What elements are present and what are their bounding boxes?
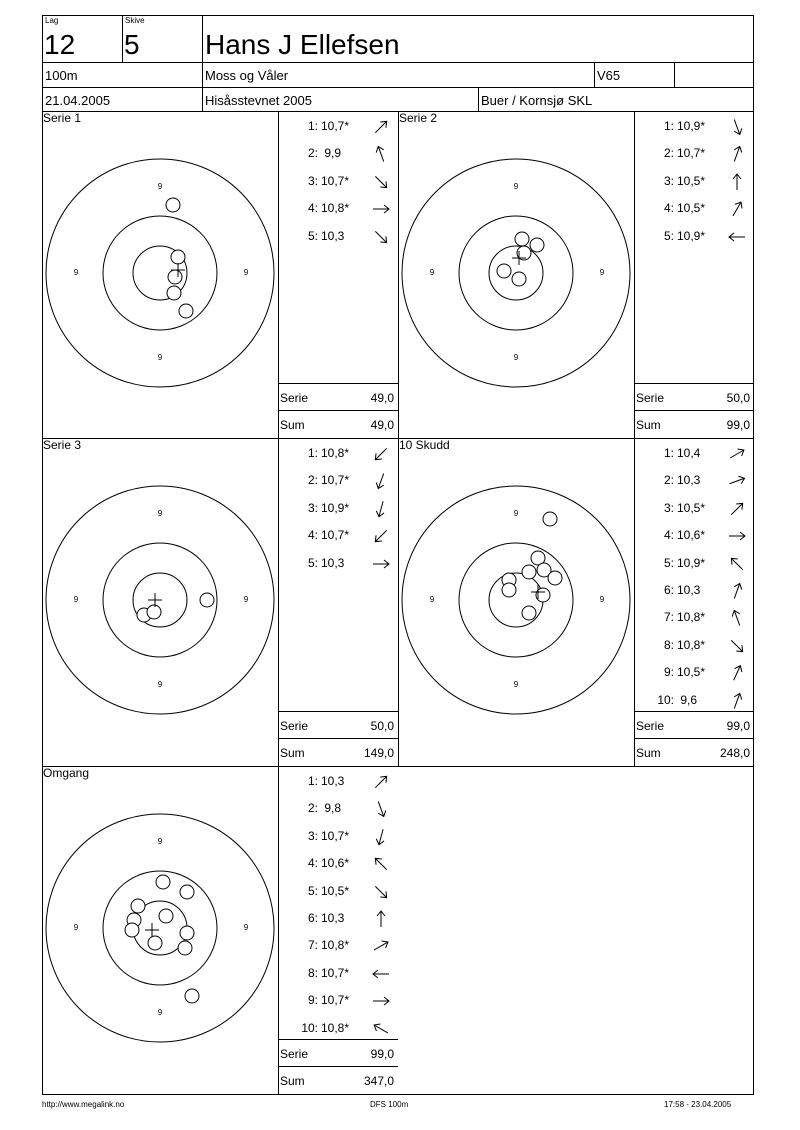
ring-number-label: 9 — [73, 268, 79, 277]
serie-label: Serie — [280, 391, 309, 405]
ring-number-label: 9 — [429, 595, 435, 604]
shot-score: 10,3 — [321, 555, 345, 570]
direction-arrow-icon — [371, 117, 391, 137]
shot-hole — [200, 593, 214, 607]
shot-hole — [131, 899, 145, 913]
target-diagram — [396, 480, 636, 720]
shot-hole — [502, 583, 516, 597]
sum-value: 99,0 — [726, 418, 750, 432]
shot-number: 1: — [663, 446, 674, 460]
direction-arrow-icon — [727, 554, 747, 574]
direction-arrow-icon — [727, 691, 747, 711]
ring-number-label: 9 — [243, 268, 249, 277]
direction-arrow-icon — [371, 799, 391, 819]
direction-arrow-icon — [371, 964, 391, 984]
shot-score: 10,7* — [321, 473, 350, 488]
shot-hole — [180, 885, 194, 899]
shot-score: 9,8 — [321, 801, 342, 816]
shot-number: 1: — [307, 774, 318, 788]
shot-number: 5: — [307, 228, 318, 243]
direction-arrow-icon — [371, 936, 391, 956]
shot-hole — [180, 926, 194, 940]
panel-title: Omgang — [43, 766, 90, 780]
shot-number: 7: — [307, 938, 318, 953]
shot-number: 3: — [307, 500, 318, 515]
group-center-mark — [145, 923, 159, 937]
shot-score: 10,5* — [321, 883, 350, 898]
shot-number: 10: — [301, 1020, 318, 1035]
serie-value: 50,0 — [726, 391, 750, 405]
shot-number: 2: — [307, 801, 318, 816]
serie-value: 50,0 — [370, 719, 394, 733]
shot-score: 10,6* — [321, 856, 350, 871]
direction-arrow-icon — [727, 227, 747, 247]
shot-number: 2: — [663, 146, 674, 161]
shot-score: 10,9* — [321, 500, 350, 515]
target-diagram — [40, 808, 280, 1048]
lag-value: 12 — [44, 29, 76, 60]
shot-number: 4: — [663, 528, 674, 543]
shot-row — [278, 446, 398, 462]
shot-row — [634, 119, 754, 135]
ring-number-label: 9 — [513, 182, 519, 191]
footer-center: DFS 100m — [370, 1100, 409, 1109]
ring-number-label: 9 — [243, 923, 249, 932]
ring-number-label: 9 — [157, 353, 163, 362]
target-diagram — [396, 153, 636, 393]
shot-score: 9,6 — [677, 692, 698, 707]
footer-timestamp: 17:58 - 23.04.2005 — [664, 1100, 732, 1109]
shot-number: 6: — [663, 583, 674, 597]
direction-arrow-icon — [371, 444, 391, 464]
shot-row — [278, 1021, 398, 1037]
shot-row — [278, 966, 398, 982]
direction-arrow-icon — [727, 172, 747, 192]
shooter-name: Hans J Ellefsen — [205, 29, 400, 60]
shot-number: 5: — [307, 555, 318, 570]
shot-row — [634, 473, 754, 489]
shot-number: 4: — [307, 528, 318, 543]
shot-row — [634, 146, 754, 162]
shot-row — [278, 938, 398, 954]
target-diagram — [40, 480, 280, 720]
direction-arrow-icon — [371, 827, 391, 847]
shot-hole — [515, 232, 529, 246]
ring-number-label: 9 — [513, 509, 519, 518]
serie-value: 99,0 — [370, 1047, 394, 1061]
shot-score: 10,3 — [677, 583, 701, 597]
shot-hole — [156, 875, 170, 889]
shot-score: 10,3 — [321, 774, 345, 788]
direction-arrow-icon — [371, 526, 391, 546]
direction-arrow-icon — [371, 499, 391, 519]
serie-label: Serie — [636, 391, 665, 405]
shot-score: 10,7* — [321, 173, 350, 188]
shot-number: 2: — [307, 146, 318, 161]
shot-number: 5: — [307, 883, 318, 898]
lag-label: Lag — [45, 16, 59, 25]
sum-value: 149,0 — [363, 746, 394, 760]
shot-number: 9: — [663, 665, 674, 680]
shot-row — [278, 473, 398, 489]
serie-value: 99,0 — [726, 719, 750, 733]
shot-score: 10,7* — [321, 965, 350, 980]
panel-title: Serie 3 — [43, 438, 82, 452]
shot-hole — [530, 238, 544, 252]
sum-label: Sum — [280, 1074, 305, 1088]
shot-hole — [522, 606, 536, 620]
shot-number: 5: — [663, 228, 674, 243]
ring-number-label: 9 — [599, 595, 605, 604]
shot-number: 8: — [663, 637, 674, 652]
shot-score: 10,7* — [321, 528, 350, 543]
panel-title: Serie 2 — [399, 111, 438, 125]
shot-number: 3: — [307, 173, 318, 188]
shot-hole — [522, 565, 536, 579]
shot-row — [634, 583, 754, 599]
shot-row — [278, 119, 398, 135]
target-diagram — [40, 153, 280, 393]
shot-score: 10,8* — [677, 637, 706, 652]
direction-arrow-icon — [371, 144, 391, 164]
shot-score: 10,4 — [677, 446, 701, 460]
shot-hole — [548, 571, 562, 585]
shot-score: 10,6* — [677, 528, 706, 543]
direction-arrow-icon — [727, 663, 747, 683]
shot-hole — [178, 941, 192, 955]
direction-arrow-icon — [727, 199, 747, 219]
panel-title: Serie 1 — [43, 111, 82, 125]
shot-number: 5: — [663, 555, 674, 570]
shot-row — [634, 201, 754, 217]
shot-score: 10,7* — [321, 828, 350, 843]
event: Hisåsstevnet 2005 — [205, 93, 312, 108]
shot-row — [278, 884, 398, 900]
shot-number: 1: — [307, 446, 318, 460]
shot-score: 10,8* — [321, 201, 350, 216]
direction-arrow-icon — [371, 909, 391, 929]
serie-label: Serie — [636, 719, 665, 733]
shot-score: 10,8* — [321, 938, 350, 953]
ring-number-label: 9 — [73, 595, 79, 604]
ring-number-label: 9 — [243, 595, 249, 604]
shot-hole — [512, 272, 526, 286]
shot-row — [278, 774, 398, 790]
direction-arrow-icon — [371, 854, 391, 874]
shot-row — [278, 501, 398, 517]
shot-score: 10,8* — [677, 610, 706, 625]
sum-label: Sum — [280, 418, 305, 432]
shot-number: 7: — [663, 610, 674, 625]
shot-number: 3: — [663, 500, 674, 515]
date: 21.04.2005 — [45, 93, 111, 108]
shot-row — [278, 201, 398, 217]
shot-number: 1: — [663, 119, 674, 133]
direction-arrow-icon — [371, 172, 391, 192]
direction-arrow-icon — [371, 471, 391, 491]
club: Moss og Våler — [205, 68, 289, 83]
direction-arrow-icon — [371, 554, 391, 574]
ring-number-label: 9 — [157, 182, 163, 191]
ring-number-label: 9 — [73, 923, 79, 932]
sum-value: 347,0 — [363, 1074, 394, 1088]
shot-score: 10,8* — [321, 1020, 350, 1035]
shot-score: 10,3 — [677, 473, 701, 488]
shot-row — [634, 638, 754, 654]
ring-number-label: 9 — [599, 268, 605, 277]
distance: 100m — [45, 68, 78, 83]
shot-hole — [185, 989, 199, 1003]
shot-number: 3: — [307, 828, 318, 843]
shot-row — [278, 146, 398, 162]
shot-hole — [148, 936, 162, 950]
sum-label: Sum — [280, 746, 305, 760]
shot-score: 10,5* — [677, 173, 706, 188]
direction-arrow-icon — [371, 1019, 391, 1039]
direction-arrow-icon — [371, 227, 391, 247]
shot-hole — [171, 250, 185, 264]
direction-arrow-icon — [371, 882, 391, 902]
direction-arrow-icon — [727, 608, 747, 628]
shot-number: 4: — [307, 856, 318, 871]
sum-label: Sum — [636, 746, 661, 760]
shot-number: 8: — [307, 965, 318, 980]
serie-value: 49,0 — [370, 391, 394, 405]
direction-arrow-icon — [371, 991, 391, 1011]
sum-value: 49,0 — [370, 418, 394, 432]
shot-row — [634, 174, 754, 190]
shot-hole — [147, 605, 161, 619]
shot-row — [278, 556, 398, 572]
shot-row — [634, 229, 754, 245]
shot-row — [278, 993, 398, 1009]
shot-number: 2: — [663, 473, 674, 488]
shot-score: 10,7* — [321, 119, 350, 133]
shot-hole — [543, 512, 557, 526]
sum-label: Sum — [636, 418, 661, 432]
shot-number: 1: — [307, 119, 318, 133]
shot-number: 10: — [657, 692, 674, 707]
shot-score: 10,7* — [321, 993, 350, 1008]
shot-score: 10,3 — [321, 911, 345, 925]
shot-number: 4: — [663, 201, 674, 216]
skive-label: Skive — [125, 16, 145, 25]
shot-row — [634, 665, 754, 681]
shot-row — [278, 856, 398, 872]
direction-arrow-icon — [727, 471, 747, 491]
venue: Buer / Kornsjø SKL — [481, 93, 593, 108]
shot-row — [634, 693, 754, 709]
shot-number: 4: — [307, 201, 318, 216]
shot-score: 10,5* — [677, 665, 706, 680]
shot-row — [634, 528, 754, 544]
ring-number-label: 9 — [513, 353, 519, 362]
footer-url: http://www.megalink.no — [42, 1100, 125, 1109]
ring-number-label: 9 — [429, 268, 435, 277]
sum-value: 248,0 — [719, 746, 750, 760]
direction-arrow-icon — [371, 199, 391, 219]
direction-arrow-icon — [727, 526, 747, 546]
shot-score: 10,5* — [677, 201, 706, 216]
serie-label: Serie — [280, 719, 309, 733]
shot-row — [278, 174, 398, 190]
shot-number: 9: — [307, 993, 318, 1008]
shot-number: 2: — [307, 473, 318, 488]
group-center-mark — [148, 593, 162, 607]
shot-hole — [159, 909, 173, 923]
shot-score: 10,9* — [677, 555, 706, 570]
ring-number-label: 9 — [157, 837, 163, 846]
shot-row — [278, 911, 398, 927]
direction-arrow-icon — [727, 117, 747, 137]
skive-value: 5 — [124, 29, 140, 60]
shot-hole — [166, 198, 180, 212]
shot-row — [634, 610, 754, 626]
class: V65 — [597, 68, 621, 83]
shot-hole — [179, 304, 193, 318]
shot-row — [634, 556, 754, 572]
target-ring — [103, 216, 217, 330]
direction-arrow-icon — [727, 144, 747, 164]
direction-arrow-icon — [727, 499, 747, 519]
shot-number: 3: — [663, 173, 674, 188]
shot-hole — [168, 270, 182, 284]
shot-row — [278, 829, 398, 845]
target-ring — [459, 543, 573, 657]
shot-hole — [125, 923, 139, 937]
serie-label: Serie — [280, 1047, 309, 1061]
shot-row — [278, 229, 398, 245]
ring-number-label: 9 — [157, 509, 163, 518]
shot-row — [278, 528, 398, 544]
panel-title: 10 Skudd — [399, 438, 450, 452]
shot-row — [634, 446, 754, 462]
ring-number-label: 9 — [157, 680, 163, 689]
shot-row — [278, 801, 398, 817]
shot-score: 9,9 — [321, 146, 342, 161]
shot-hole — [167, 286, 181, 300]
shot-score: 10,3 — [321, 228, 345, 243]
shot-score: 10,8* — [321, 446, 350, 460]
shot-score: 10,9* — [677, 119, 706, 133]
ring-number-label: 9 — [157, 1008, 163, 1017]
direction-arrow-icon — [371, 772, 391, 792]
shot-score: 10,9* — [677, 228, 706, 243]
shot-number: 6: — [307, 911, 318, 925]
direction-arrow-icon — [727, 636, 747, 656]
shot-row — [634, 501, 754, 517]
shot-score: 10,7* — [677, 146, 706, 161]
direction-arrow-icon — [727, 444, 747, 464]
ring-number-label: 9 — [513, 680, 519, 689]
direction-arrow-icon — [727, 581, 747, 601]
shot-hole — [497, 264, 511, 278]
shot-score: 10,5* — [677, 500, 706, 515]
